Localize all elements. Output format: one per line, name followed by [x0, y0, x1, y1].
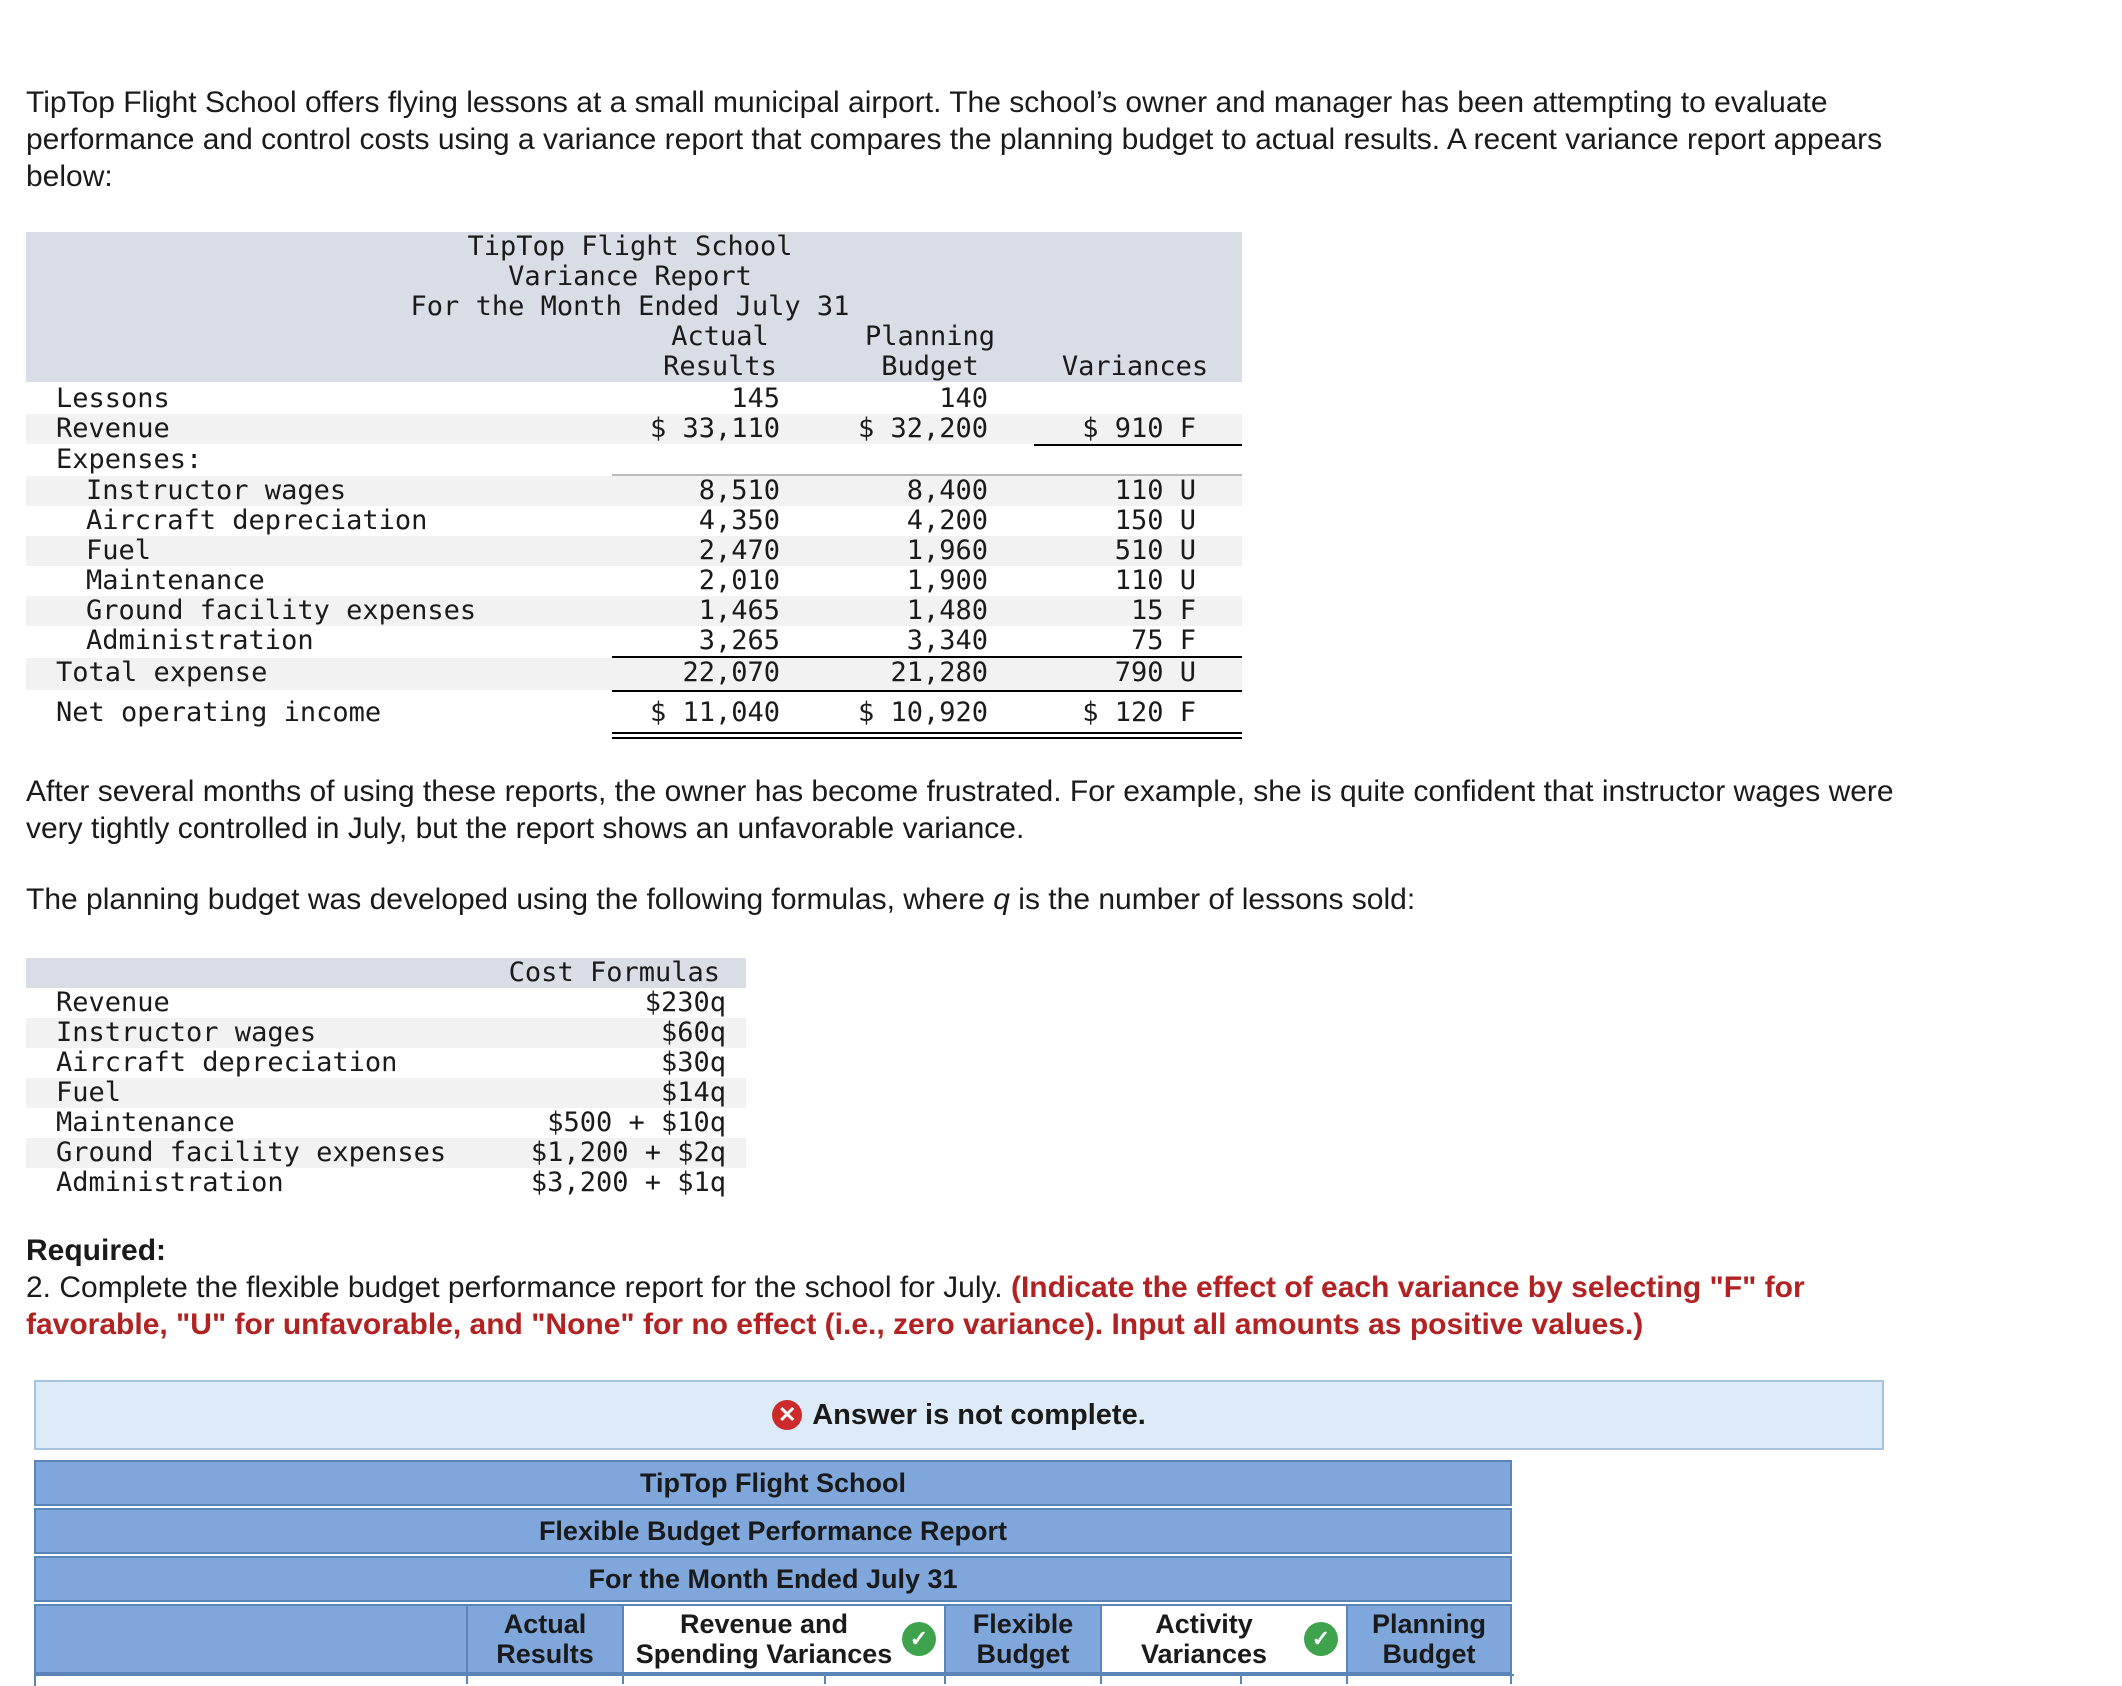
planning-value: 21,280 — [890, 657, 988, 688]
required-instruction: (Indicate the effect of each variance by selecting "F" for favorable, "U" for unfavorable, and "None" for no effect (i.e., zero variance). Input all amounts as positive values.) — [26, 1271, 1805, 1341]
required-label: Required: — [26, 1234, 167, 1267]
flex-col-rsv-2: Spending Variances — [635, 1639, 893, 1669]
paragraph-frustration: After several months of using these reports, the owner has become frustrated. For example, she is quite confident that instructor wages were very tightly controlled in July, but the report shows an unfavorable variance. — [26, 775, 1894, 845]
formula-value: $60q — [660, 1017, 726, 1048]
variance-value: 510 U — [1114, 535, 1196, 566]
row-expenses-label: Expenses: — [56, 444, 203, 475]
variance-report-title: TipTop Flight School — [467, 231, 793, 262]
row-label: Fuel — [86, 535, 152, 566]
check-icon: ✓ — [902, 1622, 936, 1656]
planning-value: 3,340 — [906, 625, 988, 656]
para3-var: q — [993, 883, 1010, 916]
flex-report-subtitle — [34, 1508, 1512, 1554]
planning-value: 1,900 — [906, 565, 988, 596]
col-planning-header-2: Budget — [881, 351, 979, 382]
formula-value: $230q — [644, 987, 726, 1018]
paragraph-formulas-intro — [26, 881, 1926, 918]
actual-value: 3,265 — [698, 625, 780, 656]
planning-value: $ 10,920 — [857, 697, 988, 728]
flex-col-act-1: Activity — [1155, 1609, 1253, 1639]
formula-value: $30q — [660, 1047, 726, 1078]
flex-col-flex-2: Budget — [976, 1639, 1070, 1669]
flex-report-title-text: TipTop Flight School — [640, 1467, 906, 1498]
col-actual-header-2: Results — [663, 351, 777, 382]
intro-paragraph: TipTop Flight School offers flying lessons at a small municipal airport. The school’s owner and manager has been attempting to evaluate performance and control costs using a variance report that compares the planning budget to actual results. A recent variance report appears below: — [26, 86, 1883, 193]
planning-value: 140 — [939, 383, 988, 414]
actual-value: 2,010 — [698, 565, 780, 596]
flex-col-label — [34, 1604, 468, 1674]
flex-report-title — [34, 1460, 1512, 1506]
variance-value: 75 F — [1130, 625, 1196, 656]
formula-label: Revenue — [56, 987, 170, 1018]
variance-value: 15 F — [1130, 595, 1196, 626]
actual-value: 22,070 — [682, 657, 780, 688]
row-label: Net operating income — [56, 697, 382, 728]
formula-label: Administration — [56, 1167, 284, 1198]
flex-report-period-text: For the Month Ended July 31 — [588, 1563, 958, 1594]
col-variances-header: Variances — [1061, 351, 1209, 382]
check-icon: ✓ — [1304, 1622, 1338, 1656]
row-label: Instructor wages — [86, 475, 347, 506]
formula-label: Aircraft depreciation — [56, 1047, 398, 1078]
required-question: 2. Complete the flexible budget performance report for the school for July. — [26, 1271, 1011, 1304]
actual-value: 1,465 — [698, 595, 780, 626]
variance-report-subtitle: Variance Report — [508, 261, 752, 292]
formula-label: Instructor wages — [56, 1017, 317, 1048]
col-actual-header-1: Actual — [671, 321, 769, 352]
variance-report-period: For the Month Ended July 31 — [410, 291, 850, 322]
row-label: Ground facility expenses — [86, 595, 477, 626]
planning-value: $ 32,200 — [857, 413, 988, 444]
flex-col-plan-2: Budget — [1382, 1639, 1476, 1669]
actual-value: $ 33,110 — [649, 413, 780, 444]
flex-col-plan-1: Planning — [1372, 1609, 1486, 1639]
actual-value: 4,350 — [698, 505, 780, 536]
variance-value: 790 U — [1114, 657, 1196, 688]
flex-col-actual-1: Actual — [503, 1609, 587, 1639]
col-planning-header-1: Planning — [864, 321, 996, 352]
actual-value: 8,510 — [698, 475, 780, 506]
variance-value: $ 120 F — [1082, 697, 1196, 728]
variance-value: $ 910 F — [1082, 413, 1196, 444]
flex-col-actual-results — [466, 1604, 624, 1674]
row-label: Total expense — [56, 657, 268, 688]
actual-value: 2,470 — [698, 535, 780, 566]
flex-report-subtitle-text: Flexible Budget Performance Report — [538, 1515, 1008, 1546]
row-label: Lessons — [56, 383, 170, 414]
flex-col-actual-2: Results — [496, 1639, 594, 1669]
answer-status-banner — [34, 1380, 1884, 1450]
flex-col-activity-variances — [1100, 1604, 1348, 1674]
actual-value: $ 11,040 — [649, 697, 780, 728]
planning-value: 1,960 — [906, 535, 988, 566]
formula-value: $500 + $10q — [547, 1107, 726, 1138]
planning-value: 4,200 — [906, 505, 988, 536]
para3-pre: The planning budget was developed using the following formulas, where — [26, 883, 994, 916]
flex-col-rsv-1: Revenue and — [679, 1609, 849, 1639]
variance-value: 150 U — [1114, 505, 1196, 536]
flex-col-flexible-budget — [944, 1604, 1102, 1674]
row-label: Aircraft depreciation — [86, 505, 428, 536]
formula-value: $1,200 + $2q — [530, 1137, 726, 1168]
para3-post: is the number of lessons sold: — [1009, 883, 1416, 916]
planning-value: 8,400 — [906, 475, 988, 506]
variance-value: 110 U — [1114, 475, 1196, 506]
formula-label: Ground facility expenses — [56, 1137, 447, 1168]
planning-value: 1,480 — [906, 595, 988, 626]
variance-value: 110 U — [1114, 565, 1196, 596]
flex-col-flex-1: Flexible — [972, 1609, 1074, 1639]
cost-formulas-header: Cost Formulas — [508, 957, 720, 988]
answer-status-text: Answer is not complete. — [812, 1398, 1146, 1431]
actual-value: 145 — [731, 383, 780, 414]
row-label: Revenue — [56, 413, 170, 444]
row-label: Maintenance — [86, 565, 265, 596]
formula-value: $14q — [660, 1077, 726, 1108]
row-label: Administration — [86, 625, 314, 656]
flex-col-act-2: Variances — [1140, 1639, 1268, 1669]
flex-col-revenue-spending-variances — [622, 1604, 946, 1674]
formula-label: Maintenance — [56, 1107, 235, 1138]
flex-report-period — [34, 1556, 1512, 1602]
required-text — [26, 1269, 1906, 1343]
formula-value: $3,200 + $1q — [530, 1167, 726, 1198]
flex-col-planning-budget — [1346, 1604, 1512, 1674]
formula-label: Fuel — [56, 1077, 122, 1108]
error-x-icon: ✕ — [772, 1400, 802, 1430]
